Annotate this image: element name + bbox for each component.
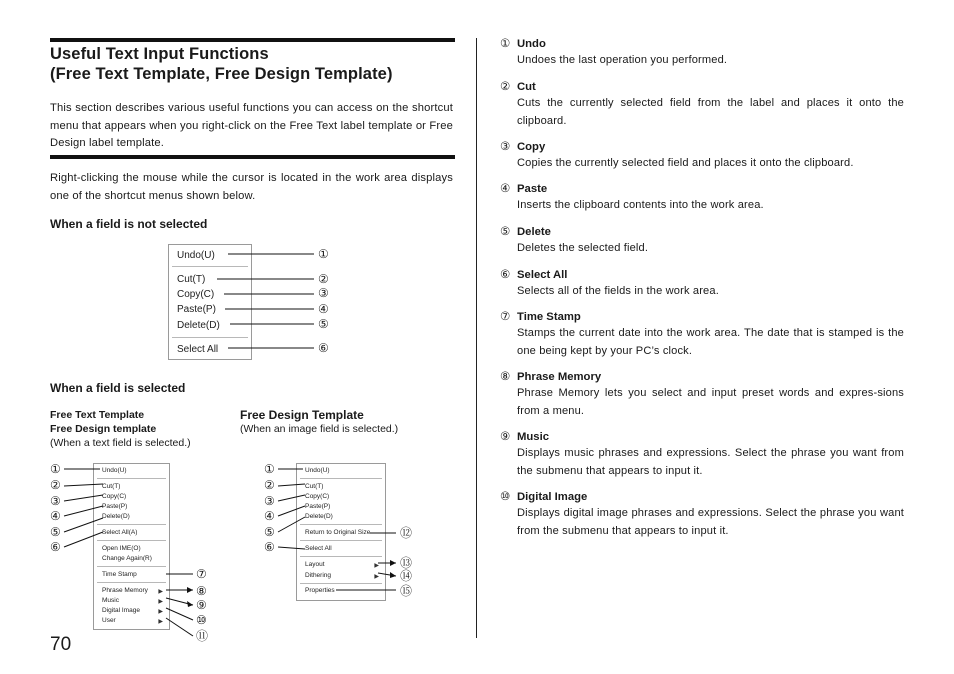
callout-1: ①	[318, 247, 329, 261]
function-name: Paste	[517, 183, 548, 195]
function-number: ⑦	[500, 311, 511, 323]
function-name: Select All	[517, 269, 568, 281]
menu-item-copy[interactable]: Copy(C)	[102, 493, 127, 500]
callout-13: ⑬	[400, 556, 413, 570]
function-number: ⑨	[500, 431, 511, 443]
function-description: Displays music phrases and expressions. Select the phrase you want from the submenu that appears to input it.	[517, 447, 904, 477]
title-line-2: (Free Text Template, Free Design Template)	[50, 65, 393, 83]
menu-item-select-all[interactable]: Select All	[177, 344, 219, 355]
function-number: ①	[500, 38, 511, 50]
menu-item-user[interactable]: User	[102, 617, 116, 624]
function-name: Copy	[517, 141, 546, 153]
function-number: ⑧	[500, 371, 511, 383]
callout-4: ④	[264, 509, 275, 523]
rightclick-paragraph: Right-clicking the mouse while the cursor is located in the work area displays one of the shortcut menus shown below.	[50, 172, 453, 202]
callout-5: ⑤	[264, 525, 275, 539]
function-number: ⑥	[500, 269, 511, 281]
function-number: ⑤	[500, 226, 511, 238]
function-name: Undo	[517, 38, 546, 50]
submenu-arrow-icon: ▶	[158, 609, 163, 615]
function-name: Delete	[517, 226, 551, 238]
menu-item-delete[interactable]: Delete(D)	[177, 320, 220, 331]
callout-6: ⑥	[50, 540, 61, 554]
menu-item-phrase-memory[interactable]: Phrase Memory	[102, 587, 148, 594]
menu-item-properties[interactable]: Properties	[305, 587, 335, 594]
menu-item-paste[interactable]: Paste(P)	[102, 503, 128, 510]
menu-item-cut[interactable]: Cut(T)	[305, 483, 324, 490]
menu-item-select-all[interactable]: Select All	[305, 545, 332, 552]
function-name: Cut	[517, 81, 536, 93]
callout-14: ⑭	[400, 569, 413, 583]
menu-item-dithering[interactable]: Dithering	[305, 572, 332, 579]
menu-item-return-original-size[interactable]: Return to Original Size	[305, 529, 371, 536]
menu-item-copy[interactable]: Copy(C)	[305, 493, 330, 500]
callout-10: ⑩	[196, 613, 207, 627]
function-description: Undoes the last operation you performed.	[517, 54, 728, 66]
submenu-arrow-icon: ▶	[158, 589, 163, 595]
callout-5: ⑤	[50, 525, 61, 539]
function-description: Phrase Memory lets you select and input preset words and expres-sions from a menu.	[517, 387, 904, 417]
function-description: Copies the currently selected field and places it onto the clipboard.	[517, 157, 854, 169]
function-number: ④	[500, 183, 511, 195]
function-description: Stamps the current date into the work area. The date that is stamped is the one being kept by your PC’s clock.	[517, 327, 904, 357]
function-description: Deletes the selected field.	[517, 242, 649, 254]
function-description: Displays digital image phrases and expressions. Select the phrase you want from the submenu that appears to input it.	[517, 507, 904, 537]
function-phrase-memory	[500, 369, 904, 420]
menu-item-delete[interactable]: Delete(D)	[305, 513, 333, 520]
menu-item-cut[interactable]: Cut(T)	[102, 483, 121, 490]
function-select-all	[500, 267, 904, 301]
callout-8: ⑧	[196, 584, 207, 598]
function-description: Inserts the clipboard contents into the work area.	[517, 199, 764, 211]
callout-1: ①	[50, 462, 61, 476]
menu-item-paste[interactable]: Paste(P)	[177, 304, 216, 315]
menu-item-layout[interactable]: Layout	[305, 561, 325, 568]
function-name: Phrase Memory	[517, 371, 602, 383]
submenu-arrow-icon: ▶	[158, 599, 163, 605]
menu-item-delete[interactable]: Delete(D)	[102, 513, 130, 520]
free-design-template-label: Free Design Template	[240, 408, 364, 422]
function-name: Music	[517, 431, 550, 443]
function-digital-image	[500, 489, 904, 540]
callout-5: ⑤	[318, 317, 329, 331]
menu-item-copy[interactable]: Copy(C)	[177, 289, 215, 300]
selected-heading: When a field is selected	[50, 381, 186, 395]
menu-item-time-stamp[interactable]: Time Stamp	[102, 571, 137, 578]
menu-item-undo[interactable]: Undo(U)	[102, 467, 127, 474]
intro-paragraph: This section describes various useful functions you can access on the shortcut menu that appears when you right-click on the Free Text label template or Free Design label template.	[50, 102, 453, 149]
free-text-template-label: Free Text Template	[50, 409, 145, 421]
callout-2: ②	[50, 478, 61, 492]
menu-item-cut[interactable]: Cut(T)	[177, 274, 206, 285]
callout-9: ⑨	[196, 598, 207, 612]
free-design-template-label-lc: Free Design template	[50, 423, 157, 435]
callout-7: ⑦	[196, 567, 207, 581]
callout-3: ③	[264, 494, 275, 508]
menu-item-paste[interactable]: Paste(P)	[305, 503, 331, 510]
function-description: Cuts the currently selected field from the label and places it onto the clipboard.	[517, 97, 904, 127]
function-number: ②	[500, 81, 511, 93]
callout-1: ①	[264, 462, 275, 476]
callout-4: ④	[50, 509, 61, 523]
menu-item-open-ime[interactable]: Open IME(O)	[102, 545, 141, 552]
function-cut	[500, 79, 904, 130]
submenu-arrow-icon: ▶	[158, 619, 163, 625]
function-description: Selects all of the fields in the work area.	[517, 285, 719, 297]
function-time-stamp	[500, 309, 904, 360]
callout-15: ⑮	[400, 584, 413, 598]
function-number: ⑩	[500, 491, 511, 503]
submenu-arrow-icon: ▶	[374, 563, 379, 569]
menu-item-change-again[interactable]: Change Again(R)	[102, 555, 152, 562]
callout-6: ⑥	[318, 341, 329, 355]
page-number: 70	[50, 634, 72, 655]
menu-item-undo[interactable]: Undo(U)	[305, 467, 330, 474]
function-name: Time Stamp	[517, 311, 581, 323]
menu-item-undo[interactable]: Undo(U)	[177, 250, 215, 261]
function-undo	[500, 36, 904, 70]
callout-12: ⑫	[400, 526, 413, 540]
menu-item-music[interactable]: Music	[102, 597, 119, 604]
submenu-arrow-icon: ▶	[374, 574, 379, 580]
function-paste	[500, 181, 904, 215]
callout-2: ②	[318, 272, 329, 286]
menu-item-select-all[interactable]: Select All(A)	[102, 529, 138, 536]
callout-4: ④	[318, 302, 329, 316]
function-number: ③	[500, 141, 511, 153]
free-design-note: (When an image field is selected.)	[240, 423, 399, 435]
title-line-1: Useful Text Input Functions	[50, 45, 269, 63]
function-music	[500, 429, 904, 480]
callout-2: ②	[264, 478, 275, 492]
callout-3: ③	[318, 286, 329, 300]
function-copy	[500, 139, 904, 173]
callout-3: ③	[50, 494, 61, 508]
function-delete	[500, 224, 904, 258]
callout-11: ⑪	[196, 629, 209, 643]
not-selected-heading: When a field is not selected	[50, 217, 208, 231]
callout-6: ⑥	[264, 540, 275, 554]
free-text-note: (When a text field is selected.)	[50, 437, 191, 449]
function-name: Digital Image	[517, 491, 588, 503]
menu-item-digital-image[interactable]: Digital Image	[102, 607, 140, 614]
column-divider	[476, 38, 477, 638]
